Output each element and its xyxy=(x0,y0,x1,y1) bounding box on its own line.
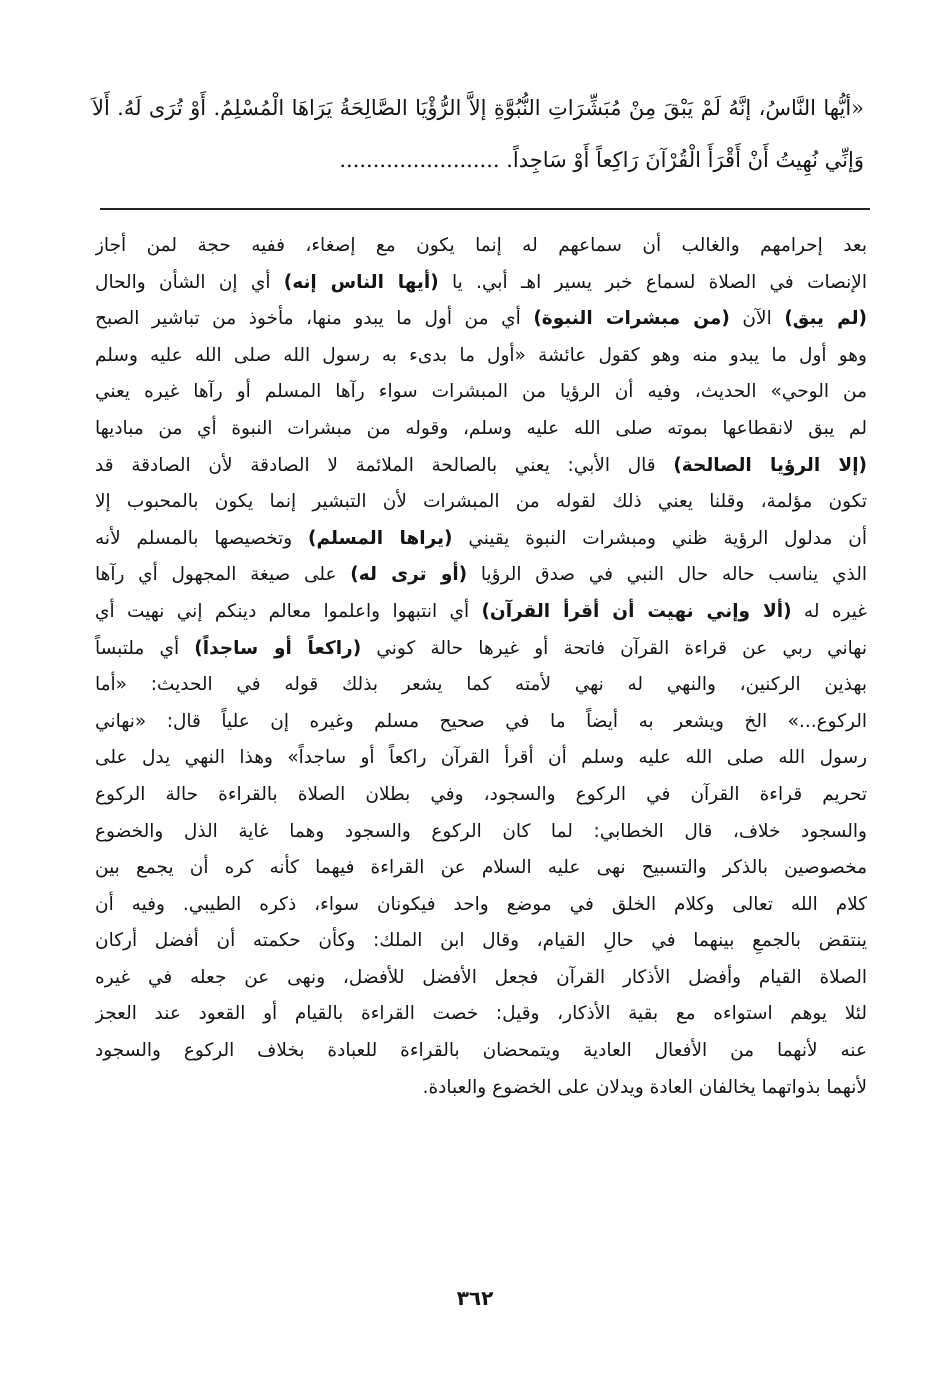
commentary-text: رسول الله صلى الله عليه وسلم أن أقرأ القرآن راكعاً أو ساجداً» وهذا النهي يدل على xyxy=(95,747,867,769)
commentary-line xyxy=(95,338,867,375)
commentary-text: مخصوصين بالذكر والتسبيح نهى عليه السلام عن القراءة فيهما كأنه كره أن يجمع بين xyxy=(95,857,867,879)
page-number: ٣٦٢ xyxy=(456,1286,494,1310)
commentary-text: غيره له xyxy=(791,600,867,622)
commentary-text: الذي يناسب حاله حال النبي في صدق الرؤيا xyxy=(467,564,867,586)
commentary-text: تكون مؤلمة، وقلنا يعني ذلك لقوله من المبشرات لأن التبشير إنما يكون بالمحبوب إلا xyxy=(95,491,867,513)
commentary-line xyxy=(95,301,867,338)
commentary-line xyxy=(95,704,867,741)
commentary-text: لأنهما بذواتهما يخالفان العادة ويدلان على الخضوع والعبادة. xyxy=(422,1076,867,1098)
commentary-text: عنه لأنهما من الأفعال العادية ويتمحضان بالقراءة للعبادة بخلاف الركوع والسجود xyxy=(95,1040,867,1062)
commentary-line xyxy=(95,850,867,887)
commentary-line xyxy=(95,923,867,960)
commentary-line xyxy=(95,1070,867,1107)
quoted-phrase: (لم يبق) xyxy=(784,308,867,330)
commentary-text: لم يبق لانقطاعها بموته صلى الله عليه وسلم، وقوله من مبشرات النبوة أي من مباديها xyxy=(95,417,867,439)
commentary-text: والسجود خلاف، قال الخطابي: لما كان الركوع والسجود وهما غاية الذل والخضوع xyxy=(95,820,867,842)
commentary-line xyxy=(95,667,867,704)
quoted-phrase: (ألا وإني نهيت أن أقرأ القرآن) xyxy=(481,600,792,622)
commentary-line xyxy=(95,448,867,485)
commentary-text: من الوحي» الحديث، وفيه أن الرؤيا من المبشرات سواء رآها المسلم أو رآها غيره يعني xyxy=(95,381,867,403)
commentary-text: على صيغة المجهول أي رآها xyxy=(95,564,351,586)
commentary-text: بهذين الركنين، والنهي له نهي لأمته كما يشعر بذلك قوله في الحديث: «أما xyxy=(95,674,867,696)
commentary-text: الإنصات في الصلاة لسماع خبر يسير اهـ أبي. يا xyxy=(438,271,867,293)
commentary-line xyxy=(95,777,867,814)
quoted-phrase: (أيها الناس إنه) xyxy=(283,271,439,293)
commentary-line xyxy=(95,594,867,631)
commentary-text: الآن xyxy=(729,308,785,330)
hadith-text: «أيُّها النَّاسُ، إنَّهُ لَمْ يَبْقَ مِنْ مُبَشِّرَاتِ النُّبُوَّةِ إلاَّ الرُّؤْيَا الصَّالِحَةُ يَرَاهَا الْمُسْلِمُ. أَوْ تُرَى لَهُ. أَلاَ وَإنِّي نُهِيتُ أَنْ أَقْرَأَ الْقُرْآنَ رَاكِعاً أَوْ سَاجِداً. ........................ xyxy=(92,96,864,172)
quoted-phrase: (أو ترى له) xyxy=(350,564,468,586)
commentary-line xyxy=(95,411,867,448)
commentary-text: وتخصيصها بالمسلم لأنه xyxy=(95,527,309,549)
commentary-text: الركوع...» الخ ويشعر به أيضاً ما في صحيح مسلم وغيره إن علياً قال: «نهاني xyxy=(95,710,867,732)
commentary-line xyxy=(95,265,867,302)
commentary-text: أي ملتبساً xyxy=(95,637,195,659)
quoted-phrase: (إلا الرؤيا الصالحة) xyxy=(673,454,867,476)
commentary-text: قال الأبي: يعني بالصالحة الملائمة لا الصادقة لأن الصادقة قد xyxy=(95,454,674,476)
commentary-text: وهو أول ما يبدو منه وهو كقول عائشة «أول ما بدىء به رسول الله صلى الله عليه وسلم xyxy=(95,344,867,366)
commentary-text: نهاني ربي عن قراءة القرآن فاتحة أو غيرها حالة كوني xyxy=(361,637,867,659)
commentary-line xyxy=(95,960,867,997)
commentary-text: أي إن الشأن والحال xyxy=(95,271,284,293)
quoted-phrase: (راكعاً أو ساجداً) xyxy=(194,637,362,659)
footnote-separator-line xyxy=(100,208,870,210)
commentary-text: ينتقض بالجمعِ بينهما في حالِ القيام، وقال ابن الملك: وكأن حكمته أن أفضل أركان xyxy=(95,930,867,952)
commentary-text: أي من أول ما يبدو منها، مأخوذ من تباشير الصبح xyxy=(95,308,534,330)
commentary-text: تحريم قراءة القرآن في الركوع والسجود، وفي بطلان الصلاة بالقراءة حالة الركوع xyxy=(95,783,867,805)
commentary-text: الصلاة القيام وأفضل الأذكار القرآن فجعل الأفضل للأفضل، ونهى عن جعله في غيره xyxy=(95,966,867,988)
commentary-line xyxy=(95,814,867,851)
commentary-line xyxy=(95,557,867,594)
commentary-text: أن مدلول الرؤية ظني ومبشرات النبوة يقيني xyxy=(452,527,867,549)
quoted-phrase: (من مبشرات النبوة) xyxy=(533,308,730,330)
commentary-text: كلام الله تعالى وكلام الخلق في موضع واحد فيكونان سواء، ذكره الطيبي. وفيه أن xyxy=(95,893,867,915)
commentary-line xyxy=(95,521,867,558)
commentary-body xyxy=(95,228,867,1106)
quoted-phrase: (يراها المسلم) xyxy=(308,527,453,549)
commentary-text: أي انتبهوا واعلموا معالم دينكم إني نهيت أي xyxy=(95,600,482,622)
commentary-text: بعد إحرامهم والغالب أن سماعهم له إنما يكون مع إصغاء، ففيه حجة لمن أجاز xyxy=(95,235,867,256)
commentary-text: لئلا يوهم استواءه مع بقية الأذكار، وقيل: خصت القراءة بالقيام أو القعود عند العجز xyxy=(95,1003,867,1025)
commentary-line xyxy=(95,996,867,1033)
commentary-line xyxy=(95,228,867,265)
commentary-line xyxy=(95,631,867,668)
commentary-line xyxy=(95,1033,867,1070)
commentary-line xyxy=(95,887,867,924)
commentary-line xyxy=(95,740,867,777)
commentary-line xyxy=(95,374,867,411)
commentary-line xyxy=(95,484,867,521)
